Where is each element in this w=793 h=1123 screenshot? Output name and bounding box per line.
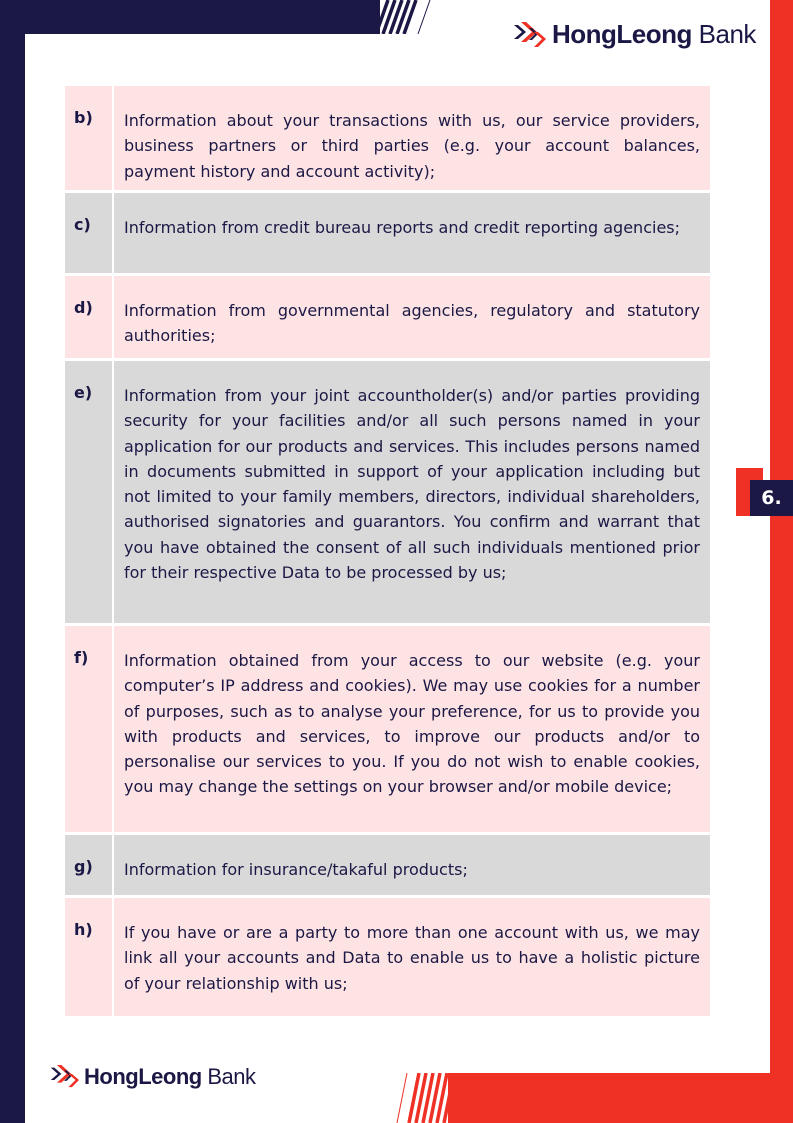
table-row [65,626,710,835]
row-text: Information obtained from your access to our website (e.g. your computer’s IP address and cookies). We may use cookies for a number of purposes, such as to analyse your preference, for us to provide you with products and services, to improve our products and/or to personalise our services to you. If you do not wish to enable cookies, you may change the settings on your browser and/or mobile device; [124,651,700,797]
data-sources-table [65,86,710,1019]
row-label: f) [65,626,114,832]
table-row [65,193,710,276]
stripes-decoration-bottom [395,1073,455,1123]
row-text: If you have or are a party to more than one account with us, we may link all your accounts and Data to enable us to have a holistic picture of your relationship with us; [124,923,700,993]
frame-top-bar [0,0,380,34]
row-text: Information about your transactions with us, our service providers, business partners or third parties (e.g. your account balances, payment history and account activity); [124,111,700,181]
row-label: e) [65,361,114,623]
bank-emblem-icon [512,20,546,50]
table-row [65,276,710,361]
logo-text: HongLeong Bank [84,1063,256,1089]
frame-left-bar [0,0,25,1123]
row-text: Information for insurance/takaful products; [124,860,468,879]
table-row [65,835,710,898]
frame-bottom-bar [448,1073,793,1123]
row-label: g) [65,835,114,895]
row-label: c) [65,193,114,273]
stripes-decoration-top [366,0,436,34]
footer-logo [49,1063,255,1090]
frame-right-bar [770,0,793,1123]
logo-text: HongLeong Bank [552,19,756,49]
row-label: b) [65,86,114,190]
row-text: Information from your joint accountholder(s) and/or parties providing security for your facilities and/or all such persons named in your application for our products and services. This includes persons named in documents submitted in support of your application including but not limited to your family members, directors, individual shareholders, authorised signatories and guarantors. You confirm and warrant that you have obtained the consent of all such individuals mentioned prior for their respective Data to be processed by us; [124,386,700,583]
row-text: Information from governmental agencies, regulatory and statutory authorities; [124,301,700,346]
table-row [65,361,710,626]
table-row [65,86,710,193]
header-logo [512,19,756,50]
row-text: Information from credit bureau reports and credit reporting agencies; [124,218,681,237]
bank-emblem-icon [49,1063,79,1090]
table-row [65,898,710,1019]
section-number: 6. [750,480,793,516]
row-label: h) [65,898,114,1016]
row-label: d) [65,276,114,358]
